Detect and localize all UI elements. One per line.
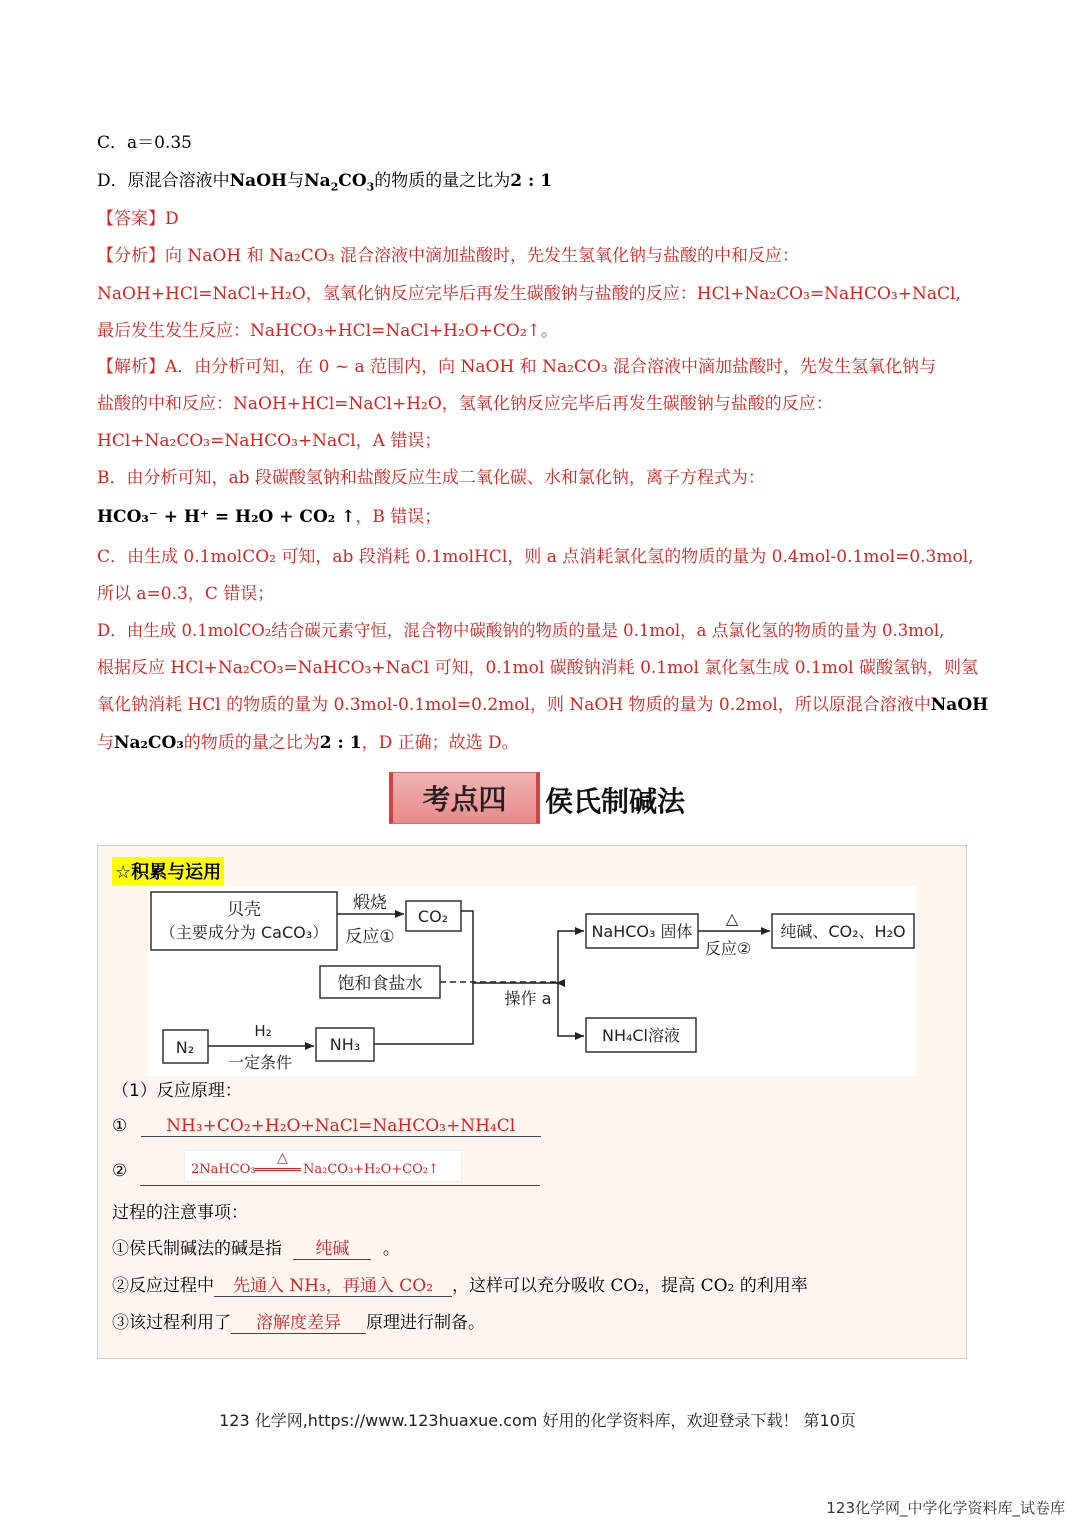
- solution-d-naoh: NaOH: [930, 695, 989, 715]
- arrow-to-nahco3: [558, 931, 584, 983]
- watermark: 123化学网_中学化学资料库_试卷库: [826, 1499, 1065, 1517]
- label-calcine: 煅烧: [353, 893, 387, 913]
- solution-a-line-2: 盐酸的中和反应：NaOH+HCl=NaCl+H₂O，氢氧化钠反应完毕后再发生碳酸钠与盐酸的反应：: [97, 394, 833, 414]
- principle-heading: （1）反应原理：: [112, 1081, 242, 1101]
- section-number-box: [389, 772, 540, 824]
- operation-label: 操作 a: [504, 989, 552, 1008]
- note-1: [112, 1239, 400, 1260]
- equation-1-row: [112, 1116, 541, 1137]
- arrow-to-nh4cl: [558, 983, 584, 1036]
- page-footer: 123 化学网,https://www.123huaxue.com 好用的化学资料库，欢迎登录下载！ 第10页: [219, 1411, 856, 1430]
- equation-2-blank: [140, 1148, 540, 1186]
- panel-tag: ☆积累与运用: [112, 857, 224, 885]
- equation-2-equals: [255, 1168, 301, 1171]
- solution-d-line-4-pre: 与: [97, 733, 114, 753]
- note-1-post: 。: [382, 1239, 400, 1259]
- option-d-mid: 与: [287, 171, 305, 191]
- solution-d-na2co3: Na₂CO₃: [114, 733, 184, 753]
- option-d: [97, 171, 552, 194]
- brine-label: 饱和食盐水: [337, 974, 423, 994]
- condition-label: 一定条件: [227, 1053, 293, 1072]
- notes-heading: 过程的注意事项：: [112, 1203, 248, 1223]
- n2-label: N₂: [175, 1038, 195, 1057]
- option-d-na-sub: 2: [330, 180, 339, 194]
- solution-c-line-1: C．由生成 0.1molCO₂ 可知，ab 段消耗 0.1molHCl，则 a 点消耗氯化氢的物质的量为 0.4mol-0.1mol=0.3mol,: [97, 547, 974, 567]
- section-number: 考点四: [422, 783, 507, 816]
- solution-c-line-2: 所以 a=0.3，C 错误；: [97, 584, 275, 604]
- answer: 【答案】D: [97, 209, 179, 229]
- option-d-post: 的物质的量之比为: [374, 171, 511, 191]
- solution-d-ratio: 2 : 1: [319, 733, 362, 753]
- note-3-blank: 溶解度差异: [231, 1313, 366, 1334]
- shell-line-2: （主要成分为 CaCO₃）: [159, 923, 329, 942]
- equation-1: NH₃+CO₂+H₂O+NaCl=NaHCO₃+NH₄Cl: [141, 1116, 541, 1137]
- solution-a-line-1: 【解析】A．由分析可知，在 0 ~ a 范围内，向 NaOH 和 Na₂CO₃ 混合溶液中滴加盐酸时，先发生氢氧化钠与: [97, 357, 937, 377]
- section-title: 侯氏制碱法: [545, 785, 686, 818]
- equation-1-num: ①: [112, 1116, 128, 1136]
- option-c: C．a＝0.35: [97, 133, 192, 153]
- equation-2-delta: △: [277, 1150, 288, 1166]
- reaction2-label: 反应②: [704, 939, 752, 958]
- co2-label: CO₂: [417, 907, 449, 926]
- solution-b-line-1: B．由分析可知，ab 段碳酸氢钠和盐酸反应生成二氧化碳、水和氯化钠，离子方程式为：: [97, 468, 765, 488]
- note-2-post: ，这样可以充分吸收 CO₂，提高 CO₂ 的利用率: [452, 1276, 808, 1296]
- solution-d-line-3-pre: 氧化钠消耗 HCl 的物质的量为 0.3mol-0.1mol=0.2mol，则 NaOH 物质的量为 0.2mol，所以原混合溶液中: [97, 695, 931, 715]
- nh4cl-label: NH₄Cl溶液: [601, 1026, 681, 1045]
- solution-d-line-2: 根据反应 HCl+Na₂CO₃=NaHCO₃+NaCl 可知，0.1mol 碳酸钠消耗 0.1mol 氯化氢生成 0.1mol 碳酸氢钠，则氢: [97, 658, 978, 678]
- equation-2-row: [112, 1161, 127, 1181]
- analysis-line-2: NaOH+HCl=NaCl+H₂O，氢氧化钠反应完毕后再发生碳酸钠与盐酸的反应：HCl+Na₂CO₃=NaHCO₃+NaCl,: [97, 284, 961, 304]
- option-d-na: Na: [304, 171, 331, 191]
- shell-line-1: 贝壳: [227, 900, 261, 920]
- solution-a-line-3: HCl+Na₂CO₃=NaHCO₃+NaCl，A 错误；: [97, 431, 442, 451]
- note-3-pre: ③该过程利用了: [112, 1313, 231, 1333]
- label-reaction1: 反应①: [345, 927, 395, 947]
- equation-2-image: [184, 1150, 462, 1182]
- note-1-blank: 纯碱: [293, 1239, 371, 1260]
- flow-diagram: [148, 886, 916, 1076]
- analysis-line-3: 最后发生发生反应：NaHCO₃+HCl=NaCl+H₂O+CO₂↑。: [97, 321, 558, 341]
- nh3-label: NH₃: [329, 1035, 361, 1054]
- ionic-equation: HCO₃⁻ + H⁺ = H₂O + CO₂ ↑: [97, 507, 356, 527]
- note-3-post: 原理进行制备。: [366, 1313, 485, 1333]
- solution-b-tail: ，B 错误；: [355, 507, 442, 527]
- h2-label: H₂: [254, 1022, 272, 1040]
- option-d-co-sub: 3: [366, 180, 375, 194]
- option-d-co: CO: [338, 171, 367, 191]
- solution-d-line-4-tail: ，D 正确；故选 D。: [361, 733, 519, 753]
- delta-label: △: [725, 909, 739, 928]
- nahco3-label: NaHCO₃ 固体: [591, 922, 693, 941]
- equation-2-num: ②: [112, 1161, 128, 1181]
- note-3: [112, 1313, 485, 1334]
- note-2: [112, 1276, 808, 1297]
- note-2-pre: ②反应过程中: [112, 1276, 214, 1296]
- equation-2-right: Na₂CO₃+H₂O+CO₂↑: [303, 1162, 439, 1177]
- analysis-line-1: 【分析】向 NaOH 和 Na₂CO₃ 混合溶液中滴加盐酸时，先发生氢氧化钠与盐酸的中和反应：: [97, 246, 799, 266]
- note-2-blank: 先通入 NH₃，再通入 CO₂: [214, 1276, 452, 1297]
- solution-d-line-4: [97, 733, 519, 753]
- solution-d-line-1: D．由生成 0.1molCO₂结合碳元素守恒，混合物中碳酸钠的物质的量是 0.1mol，a 点氯化氢的物质的量为 0.3mol,: [97, 621, 945, 640]
- solution-b-line-2: [97, 507, 441, 527]
- option-d-pre: D．原混合溶液中: [97, 171, 230, 191]
- note-1-pre: ①侯氏制碱法的碱是指: [112, 1239, 282, 1259]
- solution-d-line-4-mid: 的物质的量之比为: [183, 733, 320, 753]
- flow-diagram-svg: [148, 886, 916, 1076]
- equation-2-left: 2NaHCO₃: [191, 1162, 256, 1177]
- solution-d-line-3: [97, 695, 988, 715]
- line-co2-down: [461, 911, 558, 983]
- option-d-ratio: 2 : 1: [510, 171, 553, 191]
- option-d-naoh: NaOH: [229, 171, 288, 191]
- products-label: 纯碱、CO₂、H₂O: [780, 922, 906, 941]
